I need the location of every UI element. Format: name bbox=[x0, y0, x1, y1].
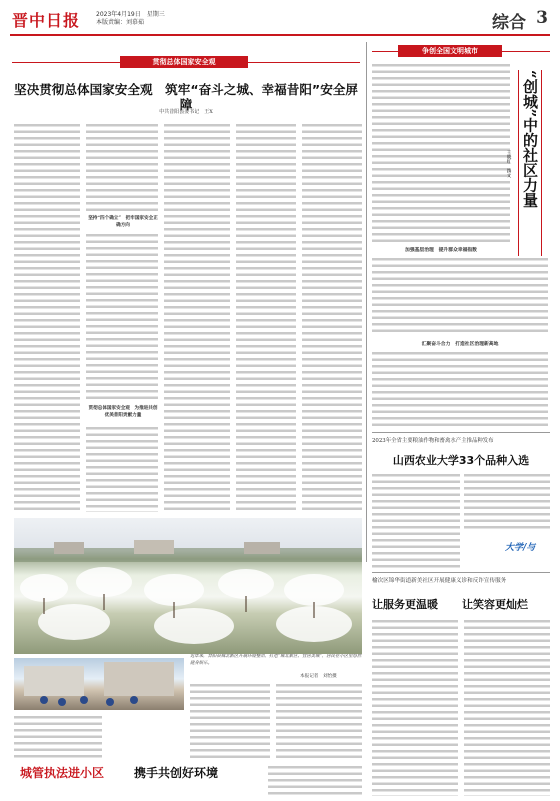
left-banner-rule-right bbox=[248, 62, 360, 63]
bottom-left-text-1 bbox=[14, 714, 102, 758]
right-text-2 bbox=[372, 256, 548, 336]
agri-tag: 大学/与 bbox=[505, 543, 536, 553]
page-number: 3 bbox=[536, 8, 548, 28]
newspaper-logo: 晋中日报 bbox=[12, 11, 81, 30]
masthead bbox=[10, 6, 550, 36]
issue-meta bbox=[96, 11, 165, 27]
health-headline-2: 让笑容更灿烂 bbox=[462, 598, 528, 611]
health-headline-1: 让服务更温暖 bbox=[372, 598, 438, 611]
agri-kicker: 2023年全省主要粮油作物和畜禽水产主推品种发布 bbox=[372, 438, 494, 444]
right-banner-rule-right bbox=[502, 51, 550, 52]
photo-caption: 近年来，昔阳县城北新区开展环境整治，打造“城北新区、宜居美城”，居民在小区里悠然健身娱乐。 bbox=[190, 654, 362, 666]
agri-text-2 bbox=[464, 472, 550, 532]
health-kicker: 榆次区锦华街道新美社区开展健康义诊和反诈宣传服务 bbox=[372, 578, 507, 584]
community-photo bbox=[14, 658, 184, 710]
right-banner: 争创全国文明城市 bbox=[398, 45, 502, 57]
agri-headline: 山西农业大学33个品种入选 bbox=[392, 454, 530, 467]
right-divider-2 bbox=[372, 572, 550, 573]
health-text-1 bbox=[372, 618, 458, 796]
bottom-left-text-3 bbox=[276, 682, 362, 762]
photo-scene bbox=[14, 518, 362, 654]
left-col-3 bbox=[164, 122, 230, 512]
left-banner-rule bbox=[12, 62, 120, 63]
city-headline-1: 城管执法进小区 bbox=[20, 766, 105, 780]
left-subhead-2: 贯彻总体国家安全观 为推进共创优美昔阳贡献力量 bbox=[88, 406, 158, 418]
agri-text-1 bbox=[372, 472, 460, 568]
left-byline: 中共昔阳县委书记 王X bbox=[159, 109, 213, 115]
left-col-5 bbox=[302, 122, 362, 512]
right-text-1 bbox=[372, 62, 510, 242]
issue-date: 2023年4月19日 星期三 bbox=[96, 11, 165, 18]
column-title: “创城”中的社区力量 bbox=[518, 70, 542, 270]
community-photo-scene bbox=[14, 658, 184, 710]
left-col-2b bbox=[86, 232, 158, 402]
left-col-2 bbox=[86, 122, 158, 212]
bottom-left-text-2 bbox=[190, 682, 270, 762]
city-headline-2: 携手共创好环境 bbox=[134, 766, 219, 780]
bottom-left-text-4 bbox=[268, 764, 362, 796]
right-text-3 bbox=[372, 350, 548, 428]
section-name: 综合 bbox=[492, 13, 526, 33]
right-subhead-1: 加强基层治理 提升群众幸福指数 bbox=[405, 247, 477, 253]
orchard-photo bbox=[14, 518, 362, 654]
left-subhead-1: 坚持“四个确立” 把牢国家安全正确方向 bbox=[88, 216, 158, 228]
right-banner-rule bbox=[372, 51, 398, 52]
left-col-1 bbox=[14, 122, 80, 512]
left-banner: 贯彻总体国家安全观 bbox=[120, 56, 248, 68]
left-col-4 bbox=[236, 122, 296, 512]
vertical-divider bbox=[366, 42, 367, 562]
left-headline: 坚决贯彻总体国家安全观 筑牢“奋斗之城、幸福昔阳”安全屏障 bbox=[14, 82, 358, 112]
health-text-2 bbox=[464, 618, 550, 796]
right-subhead-2: 汇聚奋斗合力 打造社区治理新高地 bbox=[421, 341, 499, 347]
page-editor: 本版责编：刘慕茹 bbox=[96, 19, 145, 26]
right-divider-1 bbox=[372, 432, 550, 433]
left-col-2c bbox=[86, 425, 158, 512]
column-author: 王晓红 撰文 bbox=[506, 150, 511, 178]
photo-credit: 本报记者 刘怡摄 bbox=[300, 674, 337, 679]
